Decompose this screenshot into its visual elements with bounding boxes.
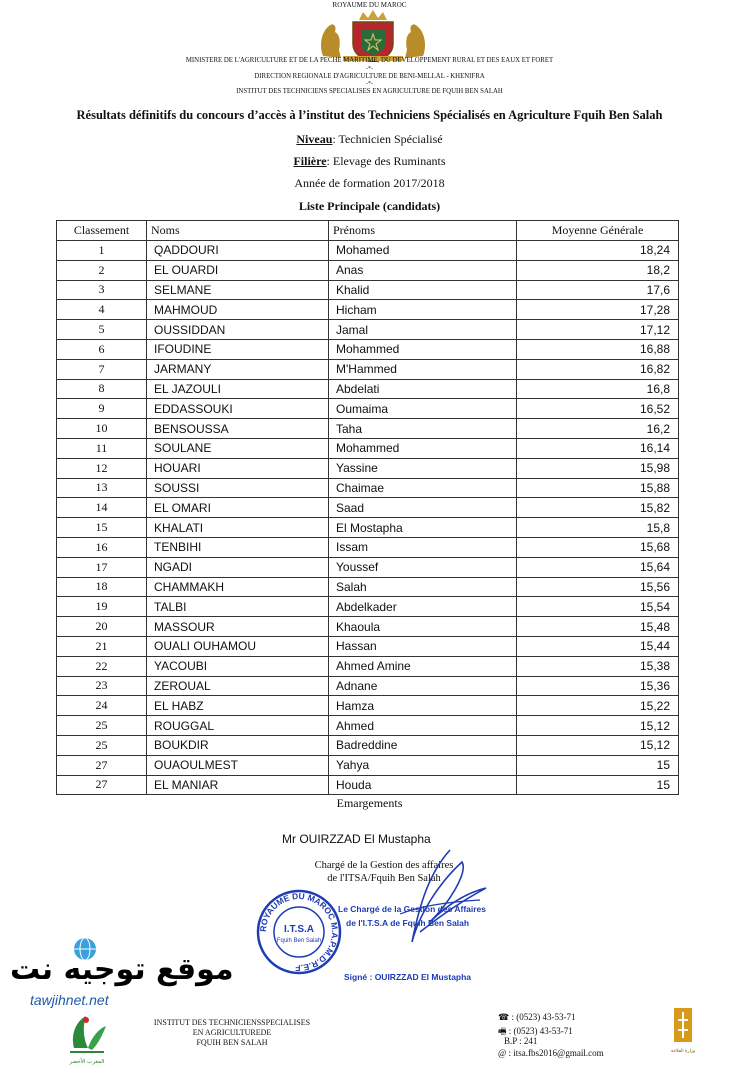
moyenne-cell: 16,14 — [517, 438, 679, 458]
rank-cell: 13 — [57, 478, 147, 498]
moyenne-cell: 15,54 — [517, 597, 679, 617]
table-row — [57, 438, 679, 458]
nom-cell: SOUSSI — [147, 478, 329, 498]
rank-cell: 11 — [57, 438, 147, 458]
moyenne-cell: 15,22 — [517, 696, 679, 716]
nom-cell: SOULANE — [147, 438, 329, 458]
rank-cell: 24 — [57, 696, 147, 716]
email-address: : itsa.fbs2016@gmail.com — [508, 1048, 604, 1058]
prenom-cell: Youssef — [329, 557, 517, 577]
moyenne-cell: 15,48 — [517, 617, 679, 637]
nom-cell: TENBIHI — [147, 537, 329, 557]
green-morocco-caption: المغرب الأخضر — [69, 1059, 105, 1065]
moyenne-cell: 16,88 — [517, 339, 679, 359]
prenom-cell: Abdelati — [329, 379, 517, 399]
footer-institute-line-3: FQUIH BEN SALAH — [196, 1038, 268, 1047]
moyenne-cell: 16,8 — [517, 379, 679, 399]
table-row — [57, 280, 679, 300]
table-row — [57, 359, 679, 379]
rank-cell: 8 — [57, 379, 147, 399]
footer-phone — [498, 1012, 575, 1023]
handwritten-signature — [390, 842, 500, 952]
nom-cell: SELMANE — [147, 280, 329, 300]
nom-cell: JARMANY — [147, 359, 329, 379]
nom-cell: HOUARI — [147, 458, 329, 478]
blue-stamp-line-2: de l'I.T.S.A de Fquih Ben Salah — [346, 918, 470, 928]
niveau-value: : Technicien Spécialisé — [332, 132, 443, 146]
nom-cell: EL MANIAR — [147, 775, 329, 795]
rank-cell: 20 — [57, 617, 147, 637]
filiere-label: Filière — [293, 154, 327, 168]
blue-stamp-signed: Signé : OUIRZZAD El Mustapha — [344, 972, 472, 982]
prenom-cell: Yassine — [329, 458, 517, 478]
rank-cell: 18 — [57, 577, 147, 597]
column-header-classement: Classement — [57, 221, 147, 241]
table-row — [57, 339, 679, 359]
results-table — [56, 220, 679, 795]
rank-cell: 9 — [57, 399, 147, 419]
list-heading: Liste Principale (candidats) — [298, 199, 441, 213]
prenom-cell: Hassan — [329, 636, 517, 656]
footer-po-box: B.P : 241 — [504, 1036, 538, 1046]
nom-cell: QADDOURI — [147, 241, 329, 261]
prenom-cell: Mohammed — [329, 339, 517, 359]
table-row — [57, 775, 679, 795]
footer-institute-line-2: EN AGRICULTUREDE — [192, 1028, 272, 1037]
nom-cell: BENSOUSSA — [147, 419, 329, 439]
nom-cell: ROUGGAL — [147, 716, 329, 736]
kingdom-label: ROYAUME DU MAROC — [332, 1, 407, 9]
rank-cell: 22 — [57, 656, 147, 676]
prenom-cell: Oumaima — [329, 399, 517, 419]
ministry-logo-caption: وزارة الفلاحة — [670, 1049, 696, 1054]
rank-cell: 25 — [57, 735, 147, 755]
rank-cell: 17 — [57, 557, 147, 577]
separator: -*- — [366, 81, 373, 87]
column-header-moyenne: Moyenne Générale — [517, 221, 679, 241]
prenom-cell: El Mostapha — [329, 518, 517, 538]
prenom-cell: Khaoula — [329, 617, 517, 637]
prenom-cell: Ahmed Amine — [329, 656, 517, 676]
stamp-center-text: I.T.S.A — [283, 924, 315, 935]
phone-icon: ☎ — [498, 1012, 510, 1022]
table-row — [57, 735, 679, 755]
charge-line-1: Chargé de la Gestion des affaires — [314, 860, 454, 871]
emargements-label: Emargements — [336, 796, 403, 810]
rank-cell: 23 — [57, 676, 147, 696]
rank-cell: 2 — [57, 260, 147, 280]
moyenne-cell: 16,52 — [517, 399, 679, 419]
nom-cell: EL OUARDI — [147, 260, 329, 280]
prenom-cell: Hamza — [329, 696, 517, 716]
prenom-cell: Chaimae — [329, 478, 517, 498]
nom-cell: EL OMARI — [147, 498, 329, 518]
nom-cell: BOUKDIR — [147, 735, 329, 755]
table-row — [57, 557, 679, 577]
prenom-cell: Salah — [329, 577, 517, 597]
prenom-cell: Anas — [329, 260, 517, 280]
green-morocco-logo-icon — [62, 1008, 112, 1068]
nom-cell: EL JAZOULI — [147, 379, 329, 399]
table-row — [57, 241, 679, 261]
nom-cell: OUALI OUHAMOU — [147, 636, 329, 656]
moyenne-cell: 15 — [517, 755, 679, 775]
nom-cell: MAHMOUD — [147, 300, 329, 320]
nom-cell: ZEROUAL — [147, 676, 329, 696]
prenom-cell: Ahmed — [329, 716, 517, 736]
moyenne-cell: 15,12 — [517, 716, 679, 736]
table-row — [57, 597, 679, 617]
nom-cell: YACOUBI — [147, 656, 329, 676]
ministry-line: MINISTERE DE L'AGRICULTURE ET DE LA PECHE MARITIME, DU DEVELOPPEMENT RURAL ET DES EAUX ET FORET — [185, 57, 554, 64]
document-title: Résultats définitifs du concours d’accès à l’institut des Techniciens Spécialisés en Agriculture Fquih Ben Salah — [76, 108, 663, 122]
rank-cell: 6 — [57, 339, 147, 359]
nom-cell: TALBI — [147, 597, 329, 617]
prenom-cell: Issam — [329, 537, 517, 557]
rank-cell: 10 — [57, 419, 147, 439]
moyenne-cell: 16,2 — [517, 419, 679, 439]
prenom-cell: Taha — [329, 419, 517, 439]
nom-cell: KHALATI — [147, 518, 329, 538]
separator: -*- — [366, 66, 373, 72]
nom-cell: OUSSIDDAN — [147, 320, 329, 340]
nom-cell: EDDASSOUKI — [147, 399, 329, 419]
nom-cell: OUAOULMEST — [147, 755, 329, 775]
table-row — [57, 537, 679, 557]
rank-cell: 19 — [57, 597, 147, 617]
rank-cell: 16 — [57, 537, 147, 557]
stamp-center-subtext: Fquih Ben Salah — [276, 938, 322, 944]
charge-line-2: de l'ITSA/Fquih Ben Salah — [327, 873, 441, 884]
rank-cell: 5 — [57, 320, 147, 340]
table-row — [57, 320, 679, 340]
nom-cell: IFOUDINE — [147, 339, 329, 359]
table-row — [57, 478, 679, 498]
stamp-ring-text: ROYAUME DU MAROC M.A.P.M.D.R.E.F — [257, 890, 341, 974]
moyenne-cell: 15,12 — [517, 735, 679, 755]
ministry-logo-icon — [670, 1004, 696, 1062]
footer-email — [498, 1048, 604, 1058]
prenom-cell: Abdelkader — [329, 597, 517, 617]
table-row — [57, 260, 679, 280]
prenom-cell: Yahya — [329, 755, 517, 775]
moyenne-cell: 17,12 — [517, 320, 679, 340]
table-row — [57, 498, 679, 518]
moyenne-cell: 17,28 — [517, 300, 679, 320]
rank-cell: 27 — [57, 775, 147, 795]
moyenne-cell: 16,82 — [517, 359, 679, 379]
table-row — [57, 676, 679, 696]
coat-of-arms-icon — [313, 10, 433, 62]
prenom-cell: Badreddine — [329, 735, 517, 755]
rank-cell: 12 — [57, 458, 147, 478]
table-row — [57, 300, 679, 320]
table-row — [57, 419, 679, 439]
prenom-cell: Saad — [329, 498, 517, 518]
rank-cell: 25 — [57, 716, 147, 736]
table-row — [57, 716, 679, 736]
table-row — [57, 696, 679, 716]
fax-icon: 🖷 — [498, 1026, 507, 1036]
prenom-cell: Hicham — [329, 300, 517, 320]
moyenne-cell: 17,6 — [517, 280, 679, 300]
moyenne-cell: 15,98 — [517, 458, 679, 478]
footer-institute-line-1: INSTITUT DES TECHNICIENSSPECIALISES — [153, 1018, 311, 1027]
watermark-url: tawjihnet.net — [30, 992, 109, 1008]
rank-cell: 27 — [57, 755, 147, 775]
moyenne-cell: 15,36 — [517, 676, 679, 696]
prenom-cell: Mohamed — [329, 241, 517, 261]
moyenne-cell: 15,38 — [517, 656, 679, 676]
moyenne-cell: 15,88 — [517, 478, 679, 498]
rank-cell: 3 — [57, 280, 147, 300]
moyenne-cell: 15,82 — [517, 498, 679, 518]
table-row — [57, 399, 679, 419]
prenom-cell: Mohammed — [329, 438, 517, 458]
moyenne-cell: 15,64 — [517, 557, 679, 577]
rank-cell: 1 — [57, 241, 147, 261]
rank-cell: 14 — [57, 498, 147, 518]
table-row — [57, 755, 679, 775]
nom-cell: MASSOUR — [147, 617, 329, 637]
table-row — [57, 636, 679, 656]
moyenne-cell: 15,68 — [517, 537, 679, 557]
direction-line: DIRECTION REGIONALE D'AGRICULTURE DE BENI-MELLAL - KHENIFRA — [254, 73, 485, 80]
table-header-row — [57, 221, 679, 241]
rank-cell: 4 — [57, 300, 147, 320]
column-header-noms: Noms — [147, 221, 329, 241]
filiere-line — [0, 154, 739, 169]
signatory-name: Mr OUIRZZAD El Mustapha — [282, 832, 431, 846]
nom-cell: EL HABZ — [147, 696, 329, 716]
moyenne-cell: 15,56 — [517, 577, 679, 597]
moyenne-cell: 15 — [517, 775, 679, 795]
prenom-cell: M'Hammed — [329, 359, 517, 379]
table-row — [57, 656, 679, 676]
rank-cell: 21 — [57, 636, 147, 656]
fax-number: : (0523) 43-53-71 — [508, 1026, 573, 1036]
email-icon: @ — [498, 1048, 507, 1058]
table-row — [57, 518, 679, 538]
table-body — [57, 241, 679, 795]
prenom-cell: Adnane — [329, 676, 517, 696]
blue-stamp-line-1: Le Chargé de la Gestion des Affaires — [338, 904, 487, 914]
formation-year: Année de formation 2017/2018 — [294, 176, 445, 190]
rank-cell: 15 — [57, 518, 147, 538]
filiere-value: : Elevage des Ruminants — [326, 154, 446, 168]
phone-number: : (0523) 43-53-71 — [511, 1012, 576, 1022]
rank-cell: 7 — [57, 359, 147, 379]
niveau-line — [0, 132, 739, 147]
prenom-cell: Houda — [329, 775, 517, 795]
watermark-arabic: موقع توجيه نت — [10, 952, 234, 987]
table-row — [57, 458, 679, 478]
niveau-label: Niveau — [296, 132, 333, 146]
table-row — [57, 379, 679, 399]
institute-line: INSTITUT DES TECHNICIENS SPECIALISES EN AGRICULTURE DE FQUIH BEN SALAH — [236, 88, 503, 95]
table-row — [57, 577, 679, 597]
column-header-prenoms: Prénoms — [329, 221, 517, 241]
prenom-cell: Khalid — [329, 280, 517, 300]
moyenne-cell: 15,44 — [517, 636, 679, 656]
moyenne-cell: 18,2 — [517, 260, 679, 280]
table-row — [57, 617, 679, 637]
moyenne-cell: 15,8 — [517, 518, 679, 538]
nom-cell: NGADI — [147, 557, 329, 577]
official-stamp — [255, 888, 343, 976]
moyenne-cell: 18,24 — [517, 241, 679, 261]
nom-cell: CHAMMAKH — [147, 577, 329, 597]
prenom-cell: Jamal — [329, 320, 517, 340]
